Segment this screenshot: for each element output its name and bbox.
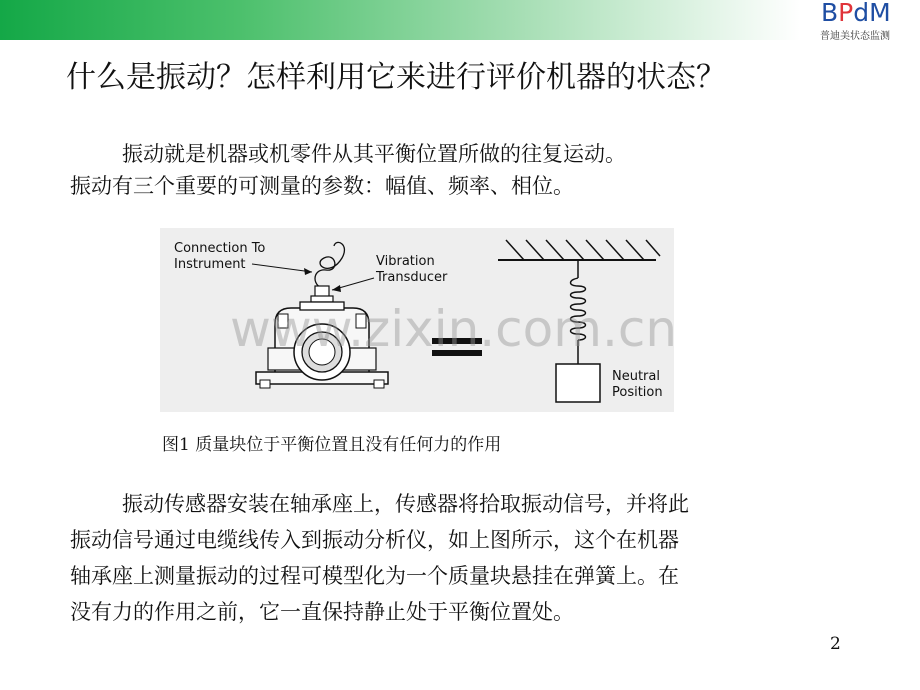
explanation-paragraph bbox=[70, 486, 830, 630]
bolt-right bbox=[374, 380, 384, 388]
explanation-line-2: 振动信号通过电缆线传入到振动分析仪，如上图所示，这个在机器 bbox=[70, 528, 679, 552]
label-connection-2: Instrument bbox=[174, 257, 246, 272]
intro-paragraph bbox=[70, 138, 626, 202]
explanation-line-1: 振动传感器安装在轴承座上，传感器将拾取振动信号，并将此 bbox=[122, 492, 689, 516]
label-connection-1: Connection To bbox=[174, 241, 266, 256]
logo-wordmark: BPdM bbox=[821, 0, 891, 27]
ceiling-hatch bbox=[506, 240, 660, 260]
page-number: 2 bbox=[830, 634, 841, 654]
logo-subtitle: 普迪美状态监测 bbox=[820, 31, 890, 42]
label-neutral-1: Neutral bbox=[612, 369, 660, 384]
cable-coil bbox=[315, 242, 344, 290]
explanation-line-3: 轴承座上测量振动的过程可模型化为一个质量块悬挂在弹簧上。在 bbox=[70, 564, 679, 588]
figure-caption: 图1 质量块位于平衡位置且没有任何力的作用 bbox=[162, 435, 502, 455]
intro-line-2: 振动有三个重要的可测量的参数：幅值、频率、相位。 bbox=[70, 174, 574, 198]
connection-leader-line bbox=[252, 264, 312, 272]
transducer-arrowhead bbox=[332, 285, 341, 292]
bolt-left bbox=[260, 380, 270, 388]
mass-block bbox=[556, 364, 600, 402]
header-gradient-bar bbox=[0, 0, 800, 40]
bpdm-logo bbox=[818, 0, 918, 44]
slide-title: 什么是振动？怎样利用它来进行评价机器的状态？ bbox=[66, 60, 726, 95]
intro-line-1: 振动就是机器或机零件从其平衡位置所做的往复运动。 bbox=[122, 142, 626, 166]
label-vibration-2: Transducer bbox=[376, 270, 448, 285]
explanation-line-4: 没有力的作用之前，它一直保持静止处于平衡位置处。 bbox=[70, 600, 574, 624]
watermark-text: www.zixin.com.cn bbox=[230, 300, 678, 358]
label-vibration-1: Vibration bbox=[376, 254, 435, 269]
connection-arrowhead bbox=[304, 268, 312, 275]
label-neutral-2: Position bbox=[612, 385, 663, 400]
